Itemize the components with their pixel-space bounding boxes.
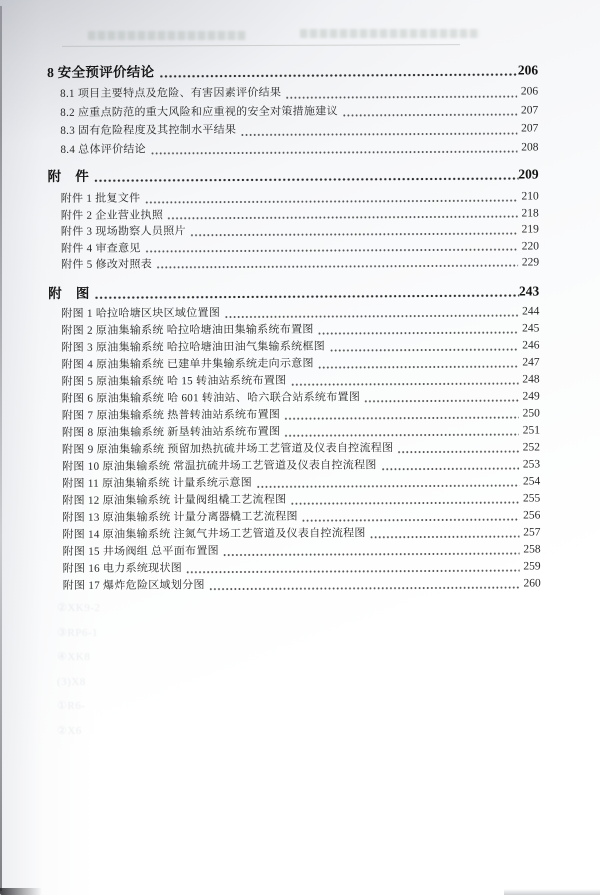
bleedthrough-fragment: ③RP6-1 xyxy=(57,626,98,639)
toc-entry-label: 附件 1 批复文件 xyxy=(60,192,141,206)
toc-entry-label: 8.3 固有危险程度及其控制水平结果 xyxy=(60,124,237,138)
leader-dots xyxy=(318,331,519,336)
toc-entry-label: 附图 3 原油集输系统 哈拉哈塘油田油气集输系统框图 xyxy=(61,340,326,355)
left-margin-bleedthrough xyxy=(57,596,217,743)
toc-section xyxy=(48,282,541,596)
header-bleedthrough-left-smudge xyxy=(88,31,246,40)
toc-entry-page-number: 255 xyxy=(523,492,541,505)
leader-dots xyxy=(370,535,520,540)
bleedthrough-fragment: ①R6- xyxy=(57,700,86,712)
toc-heading-row xyxy=(47,60,538,83)
toc-section xyxy=(47,60,538,159)
leader-dots xyxy=(224,314,518,320)
toc-entry-page-number: 209 xyxy=(518,166,539,182)
toc-entry-label: 8 安全预评价结论 xyxy=(47,64,155,80)
toc-entry-label: 8.4 总体评价结论 xyxy=(60,143,146,156)
leader-dots xyxy=(95,294,519,300)
toc-item-row xyxy=(47,138,538,159)
bleedthrough-fragment: ②XK9-2 xyxy=(57,602,101,614)
leader-dots xyxy=(318,365,519,370)
toc-entry-label: 附图 15 井场阀组 总平面布置图 xyxy=(62,545,219,559)
leader-dots xyxy=(150,150,517,156)
toc-entry-label: 附图 6 原油集输系统 哈 601 转油站、哈六联合站系统布置图 xyxy=(61,391,361,406)
toc-entry-label: 附 件 xyxy=(47,169,90,185)
toc-entry-label: 附件 4 审查意见 xyxy=(60,242,141,255)
bleedthrough-fragment: ④XK8 xyxy=(57,651,91,663)
toc-entry-label: 附图 5 原油集输系统 哈 15 转油站系统布置图 xyxy=(61,375,287,389)
toc-entry-page-number: 244 xyxy=(522,305,540,318)
leader-dots xyxy=(256,484,519,489)
leader-dots xyxy=(156,264,518,270)
toc-heading-row xyxy=(48,282,539,305)
bleedthrough-fragment: ②X6 xyxy=(57,724,82,737)
toc-entry-page-number: 245 xyxy=(522,322,540,335)
toc-entry-label: 附 图 xyxy=(48,286,90,302)
toc-entry-page-number: 207 xyxy=(521,122,539,135)
toc-entry-label: 附图 8 原油集输系统 新垦转油站系统布置图 xyxy=(61,426,281,440)
toc-entry-page-number: 219 xyxy=(521,223,539,236)
toc-entry-label: 附图 2 原油集输系统 哈拉哈塘油田集输系统布置图 xyxy=(61,324,314,338)
leader-dots xyxy=(302,518,519,523)
toc-entry-label: 附图 13 原油集输系统 计量分离器橇工艺流程图 xyxy=(62,511,298,525)
toc-item-row xyxy=(50,576,541,596)
toc-entry-label: 附件 2 企业营业执照 xyxy=(60,209,164,222)
toc-entry-page-number: 256 xyxy=(523,509,541,522)
toc-entry-page-number: 206 xyxy=(517,62,539,78)
leader-dots xyxy=(186,569,519,575)
toc-section-items xyxy=(48,304,541,596)
leader-dots xyxy=(240,131,517,136)
toc-entry-page-number: 243 xyxy=(518,283,540,299)
toc-entry-label: 附图 9 原油集输系统 预留加热抗硫井场工艺管道及仪表自控流程图 xyxy=(61,442,394,457)
toc-entry-page-number: 247 xyxy=(522,356,540,369)
toc-entry-label: 附图 11 原油集输系统 计量系统示意图 xyxy=(62,477,253,491)
toc-entry-page-number: 210 xyxy=(521,190,539,203)
toc-entry-label: 附图 12 原油集输系统 计量阀组橇工艺流程图 xyxy=(62,494,287,508)
toc-entry-page-number: 251 xyxy=(522,424,540,437)
toc-section-items xyxy=(48,189,539,274)
table-of-contents xyxy=(47,60,541,595)
leader-dots xyxy=(364,399,518,404)
toc-entry-page-number: 254 xyxy=(522,475,541,488)
toc-entry-page-number: 207 xyxy=(520,104,539,117)
toc-entry-label: 附图 1 哈拉哈塘区块区域位置图 xyxy=(61,307,221,321)
toc-entry-page-number: 253 xyxy=(522,458,541,471)
leader-dots xyxy=(94,177,518,183)
leader-dots xyxy=(159,73,517,79)
leader-dots xyxy=(209,586,520,592)
leader-dots xyxy=(329,348,518,353)
toc-entry-page-number: 246 xyxy=(522,339,540,352)
toc-entry-page-number: 218 xyxy=(521,207,539,220)
toc-entry-label: 附图 14 原油集输系统 注氮气井场工艺管道及仪表自控流程图 xyxy=(62,527,366,542)
toc-entry-label: 附图 16 电力系统现状图 xyxy=(62,562,183,576)
toc-entry-page-number: 257 xyxy=(523,526,541,539)
toc-entry-page-number: 208 xyxy=(521,141,539,154)
leader-dots xyxy=(284,416,518,421)
toc-entry-page-number: 252 xyxy=(522,441,541,454)
header-bleedthrough-right-smudge xyxy=(300,29,480,38)
leader-dots xyxy=(290,382,518,387)
toc-entry-page-number: 260 xyxy=(523,577,541,590)
toc-entry-page-number: 206 xyxy=(520,85,539,98)
leader-dots xyxy=(144,198,517,204)
toc-entry-label: 附图 10 原油集输系统 常温抗硫井场工艺管道及仪表自控流程图 xyxy=(62,459,377,474)
toc-entry-label: 8.2 应重点防范的重大风险和应重视的安全对策措施建议 xyxy=(60,105,338,119)
toc-entry-page-number: 248 xyxy=(522,373,540,386)
leader-dots xyxy=(290,501,519,506)
leader-dots xyxy=(223,552,519,558)
leader-dots xyxy=(167,215,517,221)
leader-dots xyxy=(342,113,517,118)
toc-entry-page-number: 258 xyxy=(523,543,541,556)
leader-dots xyxy=(145,248,518,254)
toc-entry-label: 附件 5 修改对照表 xyxy=(61,258,153,271)
toc-entry-label: 8.1 项目主要特点及危险、有害因素评价结果 xyxy=(60,86,282,100)
leader-dots xyxy=(284,433,518,438)
header-bleedthrough xyxy=(0,0,600,60)
toc-item-row xyxy=(48,254,539,273)
scan-edge-bottom-right xyxy=(504,889,600,895)
toc-entry-page-number: 249 xyxy=(522,390,540,403)
leader-dots xyxy=(397,450,518,455)
leader-dots xyxy=(381,467,519,472)
toc-section xyxy=(48,165,540,274)
header-bleedthrough-rule xyxy=(62,44,460,47)
bleedthrough-fragment: (3)X8 xyxy=(57,675,86,688)
toc-entry-page-number: 259 xyxy=(523,560,541,573)
toc-entry-page-number: 250 xyxy=(522,407,540,420)
toc-entry-page-number: 229 xyxy=(521,256,540,269)
scan-edge-left xyxy=(0,6,2,891)
toc-entry-label: 附图 7 原油集输系统 热普转油站系统布置图 xyxy=(61,409,281,423)
toc-entry-page-number: 220 xyxy=(521,240,539,253)
leader-dots xyxy=(285,94,517,99)
toc-entry-label: 附件 3 现场勘察人员照片 xyxy=(60,225,186,239)
toc-heading-row xyxy=(48,165,539,188)
toc-section-items xyxy=(47,82,538,159)
toc-entry-label: 附图 4 原油集输系统 已建单井集输系统走向示意图 xyxy=(61,358,314,372)
scan-edge-bottom-left xyxy=(0,888,42,895)
leader-dots xyxy=(190,231,518,237)
toc-entry-label: 附图 17 爆炸危险区域划分图 xyxy=(62,579,205,593)
